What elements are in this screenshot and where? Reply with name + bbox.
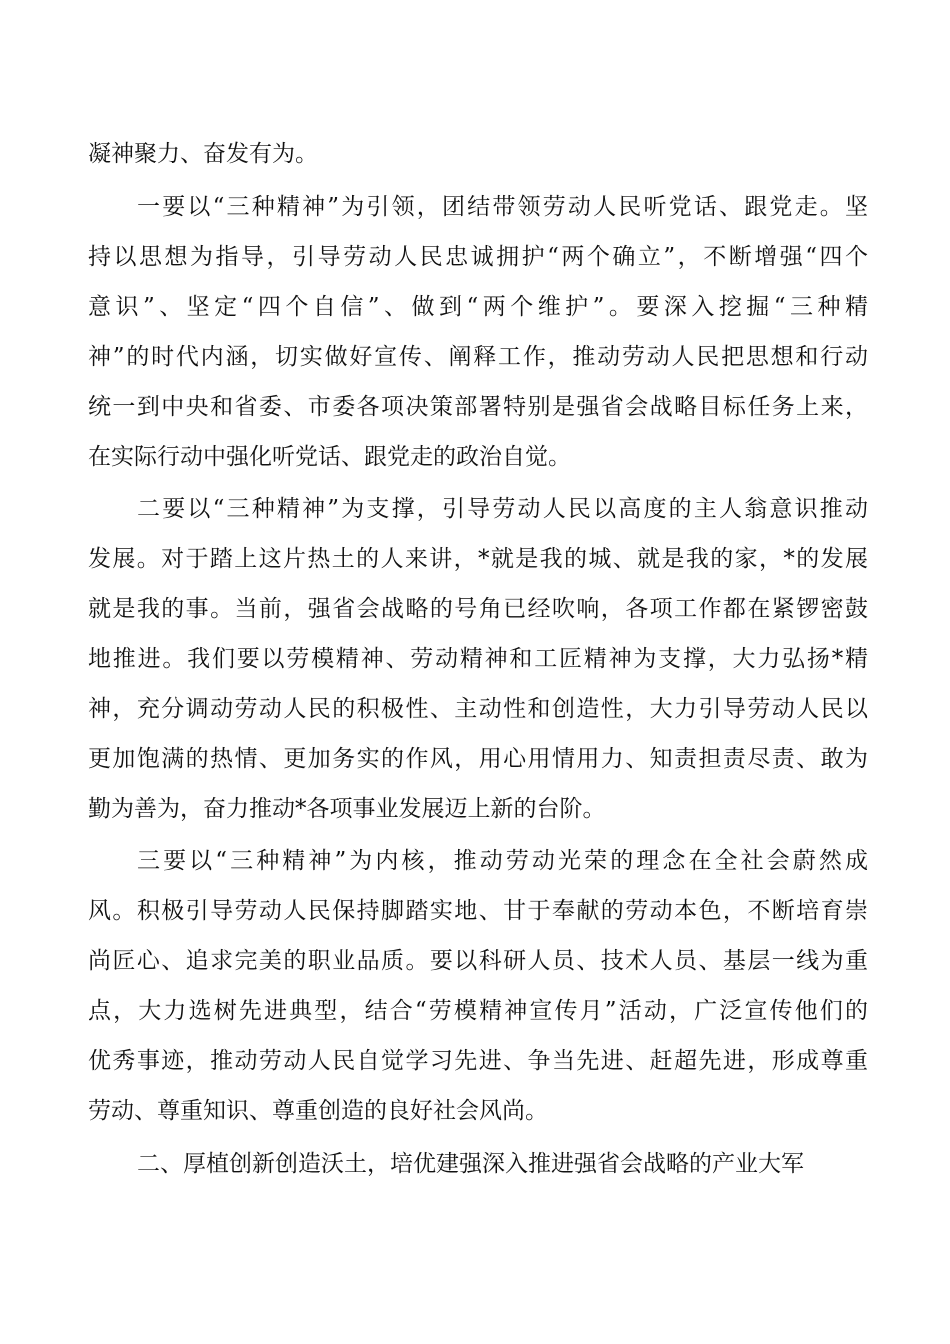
paragraph-1-line: 统一到中央和省委、市委各项决策部署特别是强省会战略目标任务上来， <box>88 394 868 420</box>
paragraph-2-line: 勤为善为，奋力推动*各项事业发展迈上新的台阶。 <box>88 796 606 822</box>
paragraph-2-line: 神，充分调动劳动人民的积极性、主动性和创造性，大力引导劳动人民以 <box>88 696 868 722</box>
paragraph-2-line: 地推进。我们要以劳模精神、劳动精神和工匠精神为支撑，大力弘扬*精 <box>88 646 868 672</box>
paragraph-3-line: 风。积极引导劳动人民保持脚踏实地、甘于奉献的劳动本色，不断培育崇 <box>88 898 868 924</box>
paragraph-1-line: 持以思想为指导，引导劳动人民忠诚拥护“两个确立”，不断增强“四个 <box>88 244 868 270</box>
paragraph-1-line: 一要以“三种精神”为引领，团结带领劳动人民听党话、跟党走。坚 <box>137 194 868 220</box>
paragraph-3-line: 尚匠心、追求完美的职业品质。要以科研人员、技术人员、基层一线为重 <box>88 948 868 974</box>
paragraph-1-line: 在实际行动中强化听党话、跟党走的政治自觉。 <box>88 444 571 470</box>
paragraph-2-line: 二要以“三种精神”为支撑，引导劳动人民以高度的主人翁意识推动 <box>137 496 868 522</box>
paragraph-2-line: 就是我的事。当前，强省会战略的号角已经吹响，各项工作都在紧锣密鼓 <box>88 596 868 622</box>
paragraph-1-line: 意识”、坚定“四个自信”、做到“两个维护”。要深入挖掘“三种精 <box>88 294 868 320</box>
paragraph-2-line: 更加饱满的热情、更加务实的作风，用心用情用力、知责担责尽责、敢为 <box>88 746 868 772</box>
text-line: 凝神聚力、奋发有为。 <box>88 141 318 167</box>
paragraph-3-line: 三要以“三种精神”为内核，推动劳动光荣的理念在全社会蔚然成 <box>137 848 868 874</box>
paragraph-3-line: 劳动、尊重知识、尊重创造的良好社会风尚。 <box>88 1098 548 1124</box>
section-heading: 二、厚植创新创造沃土，培优建强深入推进强省会战略的产业大军 <box>137 1151 804 1177</box>
paragraph-2-line: 发展。对于踏上这片热土的人来讲，*就是我的城、就是我的家，*的发展 <box>88 546 868 572</box>
paragraph-1-line: 神”的时代内涵，切实做好宣传、阐释工作，推动劳动人民把思想和行动 <box>88 344 868 370</box>
paragraph-3-line: 优秀事迹，推动劳动人民自觉学习先进、争当先进、赶超先进，形成尊重 <box>88 1048 868 1074</box>
paragraph-3-line: 点，大力选树先进典型，结合“劳模精神宣传月”活动，广泛宣传他们的 <box>88 998 868 1024</box>
